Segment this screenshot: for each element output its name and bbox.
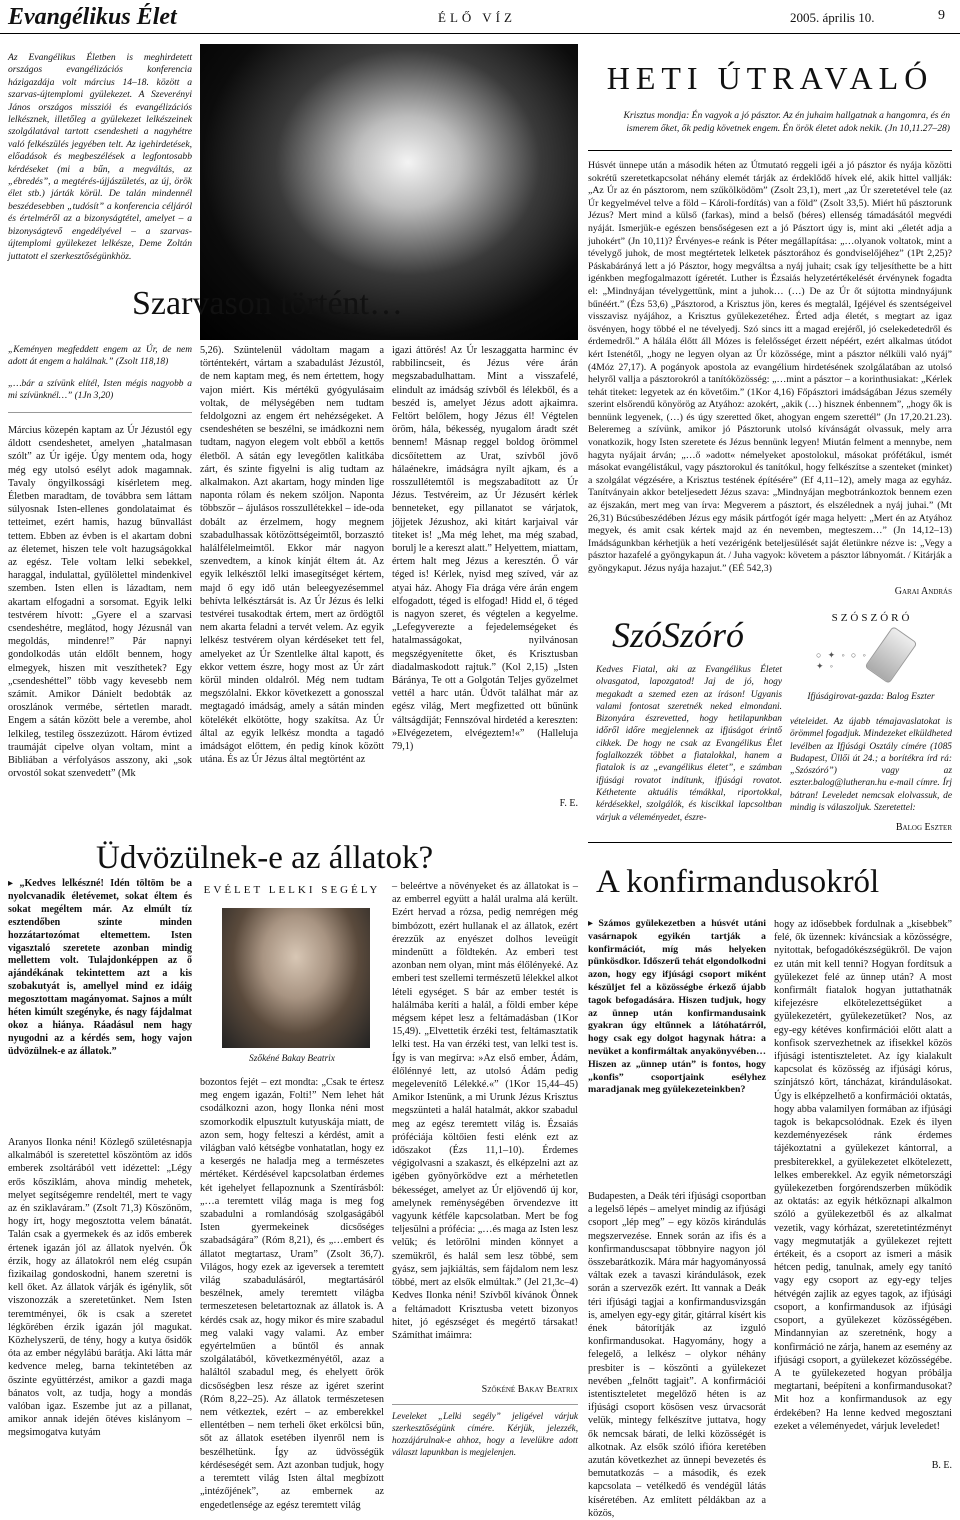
page-number: 9 [938,8,945,23]
issue-date: 2005. április 10. [790,10,875,25]
szoszoro-caption: Ifjúságirovat-gazda: Balog Eszter [807,692,935,702]
allatok-footer-divider [392,1404,578,1405]
szarvas-column-1: Március közepén kaptam az Úr Jézustól egy áldott csendeshetet, amelyen „hatalmasan szólt” az Úr igéje. Úgy mentem oda, hogy még egy utolsó esélyt adok magamnak. Tavaly öngyilkossági kísérletem meg. Életben maradtam, de továbbra sem láttam súlyosnak Isten-ellenes gondolataimat és tetteimet, ezért hamis, hazug bűnvallást tettem. Ebben az évben is el akartam dobni az életemet, hiszen tele volt hazugságokkal az egész. Tele voltam lelki sebekkel, haraggal, indulattal, gyűlölettel mindenkivel szemben. Isten ellen is lázadtam, nem akartam elfogadni a sorsomat. Egyik lelki testvérem hívott: „Gyere el a szarvasi csendeshétre, meglátod, hogy Jézusnál van megoldás, mindenre!” Pár napnyi gondolkodás után eldőlt bennem, hogy elmegyek, hiszen mit veszíthetek? Egy „csendeshéttel” több vagy kevesebb nem számít. Amikor Dánielt bedobták az oroszlánok vermébe, sértetlen maradt. Engem a sátán között bele a verembe, ahol lelkileg, testileg összezúzott. Három évtized traumáját cipelve olyan voltam, mint a Bibliában a vérfolyásos asszony, aki „sok orvostól sokat szenvedett” (Mk [8,425,192,780]
heti-signature: Garai András [894,586,952,597]
szoszoro-title: SzóSzóró [612,615,745,655]
szarvas-signature: F. E. [559,798,578,809]
quote-divider [8,412,192,413]
allatok-column-1: Aranyos Ilonka néni! Közlegő születésnapja alkalmából is szeretettel köszöntöm az idős emberek zsoltárából vett idézettel: „Légy erős kősziklám, ahova mindig mehetek, melyet segítségemre rendeltél, mert te vagy az én sziklaváram.” (Zsolt 71,3) Köszönöm, hogy írt, hogy megosztotta velem bánatát. Talán csak a gyermekek és az idős emberek értenek igazán jól az állatok nyelvén. Ők érzik, hogy az állatokról nem elég csupán fizikailag gondoskodni, hanem szeretni is kell őket. Az állatok várják és igénylik, sőt viszonozzák a szeretetünket. Nem Isten teremtményei, ők is csak a szeretet légkörében érzik igazán jól magukat. Közhelyszerű, de tény, hogy a kutya ősidők óta az ember négylábú barátja. Aki látta már kedvence meleg, barna tekintetében az őszinte együttérzést, amikor a gazdi maga bánatos volt, az tudja, hogy a mondás valóban igaz. Eszembe jut az a pillanat, amikor annak idején ötéves kislányom – megsimogatva kutyám [8,1137,192,1439]
scattered-letters-icon: ○ ✦ ◦ ○ ◦ ✦ ◦ [816,650,868,671]
newspaper-logo: Evangélikus Élet [8,4,177,30]
szoszoro-left-text: Kedves Fiatal, aki az Evangélikus Életet olvasgatod, lapozgatod! Jaj de jó, hogy megakadt a szemed ezen az íráson! Ugyanis valami fontosat szeretnék neked elmondani. Bizonyára észrevetted, hogy hetilapunkban időről időre megjelennek az ifjúságot érintő cikkek. De hogy ne csak az Evangélikus Élet foglalkozzék többet a fiatalokkal, hanem a fiatalok is az „evangélikus életet”, e számban ifjúsági rovatot indítunk, ifjúsági rovatot. Kéthetente aktuális témákkal, riportokkal, kérdésekkel, szolgálók, és kiscikkal lapcsoltban várjuk a véleményedet, észre- [596,665,782,823]
konfi-signature: B. E. [931,1460,952,1471]
allatok-column-3: – beleértve a növényeket és az állatokat is – az emberrel együtt a halál uralma alá került. Ezért hervad a rózsa, pedig nemrégen még bimbózott, ezért hullanak el az állatok, ezért érezzük az enyészet dolhos leveügít mindenütt a földtekén. Az emberi test azonban nem olyan, mint más élőlényeké. Az emberi test szellemi természetű lélekkel alkot lételi egységet. S bár az ember testét is halálmába keríti a halál, a földi ember képe mégsem képet lesz a feltámadásban (1Kor 15,49). „Elvettetik érzéki test, feltámasztatik lelki test. Ha van érzéki test, van lelki test is. Így is van megírva: »Az első ember, Ádám, élőlénnyé lett, az utolsó Ádám pedig megelevenítő Lélekké.«” (1Kor 15,44–45) Amikor Istenünk, a mi Urunk Jézus Krisztus megszünteti a halál hatalmát, akkor szabadul meg az egész teremtett világ is. Ézsaiás próféciája költőien festi elénk ezt az időszakot (Ézs 11,1–10). Érdemes végigolvasni a szakaszt, és elképzelni azt az igében gyönyörködve ezt a mérhetetlen békességet, amelyet az Úr eljövendő új kor, amelynek reménységében örvendezve itt vagyunk kétféle kapcsolatban. Mert be fog teljesülni a prófécia: „…és maga az Isten lesz velük; és letörölni minden könnyet a szemükről, és halál sem lesz többé, sem gyász, sem jajkiáltás, sem fájdalom nem lesz többé, mert az elsők elmúltak.” (Jel 21,3c–4) Kedves Ilonka néni! Szívből kívánok Önnek a feltámadott Krisztusba vetett bizonyos hitet, jó egészséget és megértő társakat! Számíthat imáimra: [392,881,578,1341]
section-title: ÉLŐ VÍZ [438,10,516,25]
allatok-column-2: bozontos fejét – ezt mondta: „Csak te értesz meg engem igazán, Folti!” Nem lehet hát csodálkozni azon, hogy Ilonka néni most szomorkodik elpusztult kutyuskája miatt, de azon sem, hogy felteszi a kérdést, amit a világban való kétségbe vonhatatlan, hogy ez a kesergés ne haladja meg a természetes mértéket. Kérdésével kapcsolatban érdemes két igehelyet fellapoznunk a Szentírásból: „…a teremtett világ maga is meg fog szabadulni a romlandóság szolgaságából Isten gyermekeinek dicsőséges szabadságára” (Róm 8,21), és „…embert és állatot megtartasz, Uram” (Zsolt 36,7). Világos, hogy ezek az igeversek a teremtett világ szabadulásáról, megtartásáról beszélnek, amely teremtett világba termeszetesen beletartoznak az állatok is. A kérdés csak az, hogy mikor és mire szabadul meg valaki vagy valami. Az ember egyértelműen a bűntől és annak szolgálatából, következményétől, azaz a haláltól szabadul meg, és ehelyett örök dicsőségben lesz része az igéret szerint (Róm 8,22–25). Az állatok természetesen nem vétkeztek, ezért – az emberekkel ellentétben – nem terheli őket erkölcsi bűn, sőt az állatok esetében ilyenről nem is beszélhetünk. Így az üdvösségük kérdéseségét sem. Azt azonban tudjuk, hogy a teremtett világ Isten által megbízott „intézőjének”, az embernek az engedetlensége az egész teremtett világ [200,1077,384,1511]
article-intro: Az Evangélikus Életben is meghirdetett országos evangélizációs konferencia házigazdája volt március 14–18. között a szarvas-újtemplomi gyülekezet. A Szeverényi János országos missziói és evangélizációs lelkésznek, illetőleg a gyülekezet lelkészeinek szolgálatával tartott csendesheti a nagyhétre való felkészülés jegyében telt. Az igehirdetések, előadások és megbeszélések a legfontosabb kérdéseket (mi a bűn, a megváltás, az „ébredés”, a megtérés-újjászületés, az új, örök élet stb.) járták körül. De talán mindennél beszédesebben „tudósít” a konferencia céljáról és értelméről az a bizonyságtétel, amelyet – a bizonyságtevő engedélyével – a szarvas-újtemplomi gyülekezet lelkésze, Deme Zoltán juttatott el szerkesztőségünkhöz. [8,52,192,262]
konfi-column-1: Budapesten, a Deák téri ifjúsági csoportban a legelső lépés – amelyet mindig az ifjúsági csoport „lép meg” – egy közös kirándulás megszervezése. Ennek során az ifis és a konfirmanduscsapat többnyire nagyon jól összebarátkozik. Mára már hagyományossá váltak ezek a tavaszi kirándulások, ezek során a szervezők ezért. Itt vannak a Deák téri ifjúsági tagjai a konfirmandusvizsgán is, amelyen egy-egy gitár, gitárral kísért kis ének bátorítják az izguló konfirmandusokat. Hagyomány, hogy a felegelő, a lelkész – olykor néhány presbiter is – köszönti a gyülekezet nevében „felnőtt tagjait”. A konfirmációi istentiszteletet megelőző héten is az ifjúsági csoport kösösen vesz úrvacsorát velük, mintegy felkészítve juttatva, hogy ők nemcsak bárati, de lelki közösségét is alkotnak. Az elsők szóló ifióra keretében azután következhet az ünnepi bevezetés és bemutatkozás – a második, és ezek kapcsolata – vetélkedő és vendégül látás kíséretében. Az említett példákban az a közös, [588,1191,766,1519]
heti-body: Húsvét ünnepe után a második héten az Útmutató reggeli igéi a jó pásztor és nyája közötti sokrétű szeretetkapcsolat néhány elemét tárják az érdeklődő hívek elé, akik hittel vallják: „Az Úr az én pásztorom, nem szűkölködöm” (Zsolt 23,1), mert „az Úr szeretetével tele (az Úr kegyelmével telve a föld – Károli-fordítás) van a föld” (Zsolt 33,5). Miért hű pásztorunk Jézus? Mert mind a külső (farkas), mind a belső (béres) ellenség támadásától megvédi nyáját. Ismerjük-e egészen bensőségesen ezt a jó Pásztort úgy is, mint aki „életét adja a juhokért” (Jn 10,11)? Érvényes-e reánk is Péter megállapítása: „…olyanok voltatok, mint a tévelygő juhok, de most megtértetek lelketek pásztorához és gondviselőjéhez” (1Pt 2,25)? Páskabárányá lett a jó Pásztor, hogy megváltsa a nyáj juhait; csak így teljesíthette be a hitt igénkben megfogalmazott ígéretét. Luther is Ézsaiás helyzetértékelését érvénynek fogadta el: „Mindnyájan tévelygettünk, mint a juhok… (…) De az Úr őt sújtotta mindnyájunk bűnéért.” (Ézs 53,6) „Pásztorod, a Krisztus jön, keres és megtalál, Igéjével és szentségeivel visszavisz nyájához, a Krisztus gyülekezetéhez. Érted adja életét, s megtart az igaz ösvényen, hogy többé el ne tévelyedj. Szó sincs itt a magad erejéről, jó cselekedetedről és érdemedről.” A hálála élőtt áll Mózes is felelősséget érzett népéért, ezért alkalmas útódot kért Istenétől, „hogy ne legyen olyan az Úr közössége, mint a pásztor nélküli való nyáj” (4Móz 27,17). A pogányok apostola az evangélium hirdetésének szolgálatában az utolsó helyről vallja a pásztorokról a tanítóközösség: „…mint a pásztor – a korinthusiakat: „Kérlek tehát titeket: legyetek az én követőim.” (1Kor 4,16) Főpásztori imádságában Jézus személy szerint elsőrendű könyörög az Atyához: azokért, „akik (…) hisznek énbennem”, „hogy ők is bennünk legyenek, (…) és úgy szeretted őket, ahogyan engem szerettél” (Jn 17,20.21.23). Beleremeg a szívünk, amikor jó Pásztorunk utolsó kívánságát olvassuk, mely arra vonatkozik, hogy Isten szeretete és Jézus bennünk legyen! Miután felment a mennybe, nem hagyta nyájait árván; „…ő »adott« némelyeket apostolokul, másokat prófétákul, ismét másokat evangélistákul, vagy pásztorokul és tanítókul, hogy felkészítse a szenteket (minket) a szolgálat végzésére, a Krisztus testének építésére” (Ef 4,11–12), amely maga az egyház. Tanítványain akkor beteljesedett Jézus szava: „Mindnyájan megbotránkoztok bennem ezen az éjszakán, mert meg van írva: Megverem a pásztort, és elszélednek a nyáj juhai.” (Mt 26,31) Búcsúbeszédében Jézus egy másik pártfogót ígér maga helyett: „Mert én az Atyához megyek, és amit csak kértek majd az én nevemben, megteszem…” (Jn 14,12–13) Imádságunkban kérhetjük a hetí vezérigénk beteljesülését saját életünkre nézve is: „Vegy a pásztor hazafelé a gyöngykapun át. / Juha vagyok: követem a pásztor lábnyomát. / Kitárják a gyöngykaput. Jézus nyája hazajut.” (EÉ 542,3) [588,160,952,574]
allatok-kicker: EVÉLET LELKI SEGÉLY [203,884,381,896]
page-header [0,0,960,34]
szoszoro-signature: Balog Eszter [895,822,952,833]
szoszoro-kicker: SZÓSZÓRÓ [831,612,913,624]
szoszoro-right-text: vételeidet. Az újabb témajavaslatokat is örömmel fogadjuk. Mindezeket elküldheted levélben az Ifjúsági Osztály címére (1085 Budapest, Üllői út 24.; a borítékra írd rá: „Szószóró”) vagy az eszter.balog@lutheran.hu e-mail címre. Írj bátran! Leveledet nemcsak elolvassuk, de mindig is válaszoljuk. Szeretettel: [790,717,952,814]
allatok-title: Üdvözülnek-e az állatok? [96,840,434,876]
szarvas-title: Szarvason történt… [132,285,403,322]
szarvas-quote-1: „Keményen megfeddett engem az Úr, de nem adott át engem a halálnak.” (Zsolt 118,18) [8,345,192,367]
konfi-column-2: hogy az idősebbek fordulnak a „kisebbek” felé, ők üzennek: kíváncsiak a közösségre, nyitottak, befogadókészségükről. De vajon ez után mit kell tenni? Hogyan fordítsuk a gyülekezet felé az ünnep után? A most konfirmált fiatalok hogyan juttathatnák kifejezésre elkötelezettségüket a gyülekezetért, gyülekezetüket? Nos, az egy-egy kétéves konfirmációi előtt alatt a konfisok szervezhetnek az ifisekkel közös ifjúsági istentiszteletet. Az így kialakult kapcsolat és közösség az ifjúsági kórus, színjátszó kört, táncházat, kirándulásokat. Úgy is elképzelhető a konfirmációi oktatás, hogy abba valamilyen formában az ifjúsági tagok is bekapcsolódnak. Ezek és ilyen kezdeményezések ránk érdemes tájékoztatni a gyülekezet kántorral, a presbiterekkel, a gyülekezetet elkötelezett, lelkes emberekkel. Az egyik németországi gyülekezetben forgórendszerben működik az oktatás: az egyik hétköznapi alkalmon szóló a gyülekezetből és az alkalmat vezetik, vagy kórházat, szeretetintézményt vagy megmutatják a gyülekezet rejtett értékeit, és a csoport az ismeri a másik hétcen pedig, tanulnak, amely egy tanító vagy egy csoport az egy-egy teljes hétvégén zajlik az egyes tagok, az ifjúsági csoport, a konfirmandusok az ifjúsági csoport, a gyülekezet közösségében. Mindannyian az szeretnénk, hogy a konfirmáció ne zárja, hanem az esemény az ifjúsági csoport, a gyülekezet közösségébe. A te gyülekezeted hogyan próbálja megtartani, beépíteni a konfirmandusokat? Mit hoz a konfirmandusok az egy érdekében? Ha lenne kedved megosztani ezeket a véleményedet, várjuk leveledet! [774,919,952,1432]
szarvas-quote-2: „…bár a szívünk elítél, Isten mégis nagyobb a mi szívünknél…” (1Jn 3,20) [8,379,192,401]
konfi-lead: ▸ Számos gyülekezetben a húsvét utáni vasárnapok egyikén tartják a konfirmációt, míg más helyeken pünkösdkor. Időszerű tehát elgondolkodni azon, hogy egy ifjúsági csoport miként készüljet fel a közösségbe érkező újabb tagok befogadására. Hiszen tudjuk, hogy az ünnep után konfirmandusaink gyakran úgy eltűnnek a látóhatárról, hogy csak egy dolgot hagynak hátra: a nevüket a konfirmáltak anyakönyvében… Hiszen az „ünnep után” is fontos, hogy „konfis” csoportjaink esélyhez maradjanak meg gyülekezeteinkben? [588,918,766,1172]
author-photo-caption: Szőkéné Bakay Beatrix [249,1054,335,1064]
allatok-footer: Leveleket „Lelki segély” jeligével várjuk szerkesztőségünk címére. Kérjük, jelezzék, hozzájárulnak-e ahhoz, hogy a levelükre adott választ lapunkban is megjelenjen. [392,1411,578,1457]
heti-utravalo-title: HETI ÚTRAVALÓ [606,60,934,96]
allatok-signature: Szőkéné Bakay Beatrix [481,1384,578,1395]
konfi-divider [588,842,952,843]
szarvas-column-2: 5,26). Szüntelenül vádoltam magam a történtekért, vártam a szabadulást Jézustól, de nem kaptam meg, és nem értettem, hogy vajon miért. Kis mértékű gyógyulásaim voltak, de mélységében nem tudtam feldolgozni az engem ért nehézségeket. A csendeshéten se beszélni, se imádkozni nem tudtam, nagyon elegem volt ebből a kettős életből. A sátán egy levegőtlen kalitkába zárt, és szinte figyelni is alig tudtam az alkalmakon. Azt akartam, hogy minden lige naponta rólam és nekem szóljon. Naponta többször – ájulásos rosszullétekkel – ide-oda dobált az érzelmem, hogy megnem szabadulhassak kötözöttségeimtől, borzasztó halálfélelmeimtől. Ekkor már nagyon szenvedtem, a kínok kínját éltem át. Az egyik lelkésztől lelki imasegítséget kértem, majd ő egy idő után beleegyezésemmel behívta lelkésztársát is. Az Úr Jézus és lelki testvérei tusakodtak értem, mert az ördögtől nem akarta feladni a tervét velem. Az egyik lelkész testvérem olyan kérdéseket tett fel, amelyeket az Úr Szentlelke által kapott, és ekkor vettem észre, hogy most az Úr zárt körül minden oldalról. Még nem tudtam megszólalni. Ekkor következett a gonosszal megtagadó imádság, amely a sátán minden kötelékét elkötötte, hogy szakítsa. Az Úr által az egyik lelkész mondta a tagadó imádságot előttem, én pedig kínok között utána. És az Úr Jézus által megtörtént az [200,345,384,766]
author-photo [222,908,370,1048]
szarvas-column-3: igazi áttörés! Az Úr leszaggatta harminc év rabbilincseit, és Jézus vére árán megszabadulhattam. Mint a visszafelé, elindult az imádság szívből és lélekből, és a beszéd is, amelyet Jézus adott ajkaimra. Feltört belőlem, hogy Jézus él! Végtelen öröm, hála, békesség, nyugalom áradt szét bennem! Másnap reggel boldog örömmel dicsőítettem az Urat, szívből jövő hálaénekre, imádságra nyílt ajkam, és a rosszullétemtől is megszabadított az Úr Jézus. Testvéreim, az Úr Jézusért kérlek benneteket, egy pillanatot se várjatok, jöjjetek Jézushoz, aki kitárt karjaival vár titeket is! „Ma még lehet, ma még szabad, borulj le a kereszt alatt.” Helyettem, miattam, értem halt meg Jézus a keresztén. Ő vár téged is! Kérlek, nyisd meg szíved, vár az atyai ház. Ahogy Fia drága vére árán engem elfogadott, téged is elfogad! Hidd el, ő téged is nagyon szeret, és végtelen a kegyelme. „Lefegyverezte a fejedelemségeket és hatalmasságokat, nyilvánosan megszégyenítette őket, és Krisztusban diadalmaskodott rajtuk.” (Kol 2,15) „Isten Báránya, Te ott a Golgotán Teljes győzelmet vettél a harc után. Üdvöt találhat már az egész világ, Mert megfizetted ott bűnünk váltságdíját; Fennszóval hirdetéd a kereszten: »Elvégezetem, elvégeztem!«” (Halleluja 79,1) [392,345,578,753]
heti-divider [588,150,952,151]
konfi-title: A konfirmandusokról [596,864,880,900]
allatok-lead: ▸ „Kedves lelkészné! Idén töltöm be a nyolcvanadik életévemet, sokat éltem és sokat megéltem már. Az elmúlt tíz esztendőben szinte minden hozzátartozómat eltemettem. Isten vigasztaló szeretete azonban mindig mellettem volt. Tulajdonképpen az ő ajándékának tekintettem azt a kis szobakutyát is, amellyel mind ez idáig megosztottam magányomat. Sajnos a múlt héten kimúlt szegényke, és nagy fájdalmat okoz a hiánya. Ráadásul nem hagy nyugodni az a kérdés sem, hogy vajon üdvözülnek-e az állatok.” [8,878,192,1118]
heti-verse: Krisztus mondja: Én vagyok a jó pásztor. Az én juhaim hallgatnak a hangomra, és én ismerem őket, ők pedig követnek engem. Én örök életet adok nekik. (Jn 10,11.27–28) [623,110,950,134]
